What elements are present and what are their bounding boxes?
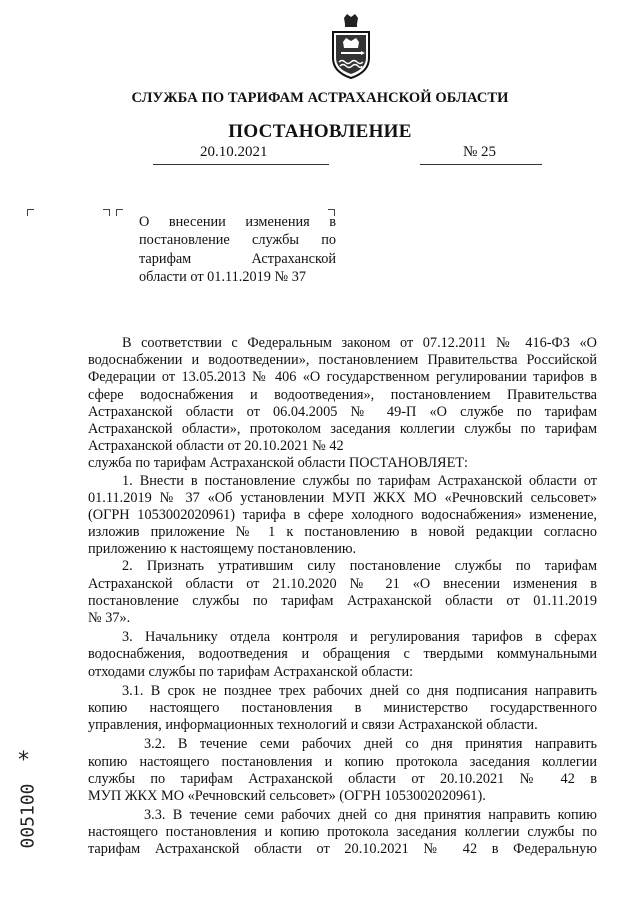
preamble-line: Астраханской области», протоколом заседания коллегии службы по тарифам: [88, 420, 597, 437]
item-1-line: приложению к настоящему постановлению.: [88, 541, 357, 558]
number-underline: [420, 164, 542, 165]
item-2-line: № 37».: [88, 610, 131, 626]
item-3-line: 3. Начальнику отдела контроля и регулирования тарифов в сферах: [122, 629, 597, 646]
corner-mark-mid-2: [116, 209, 123, 216]
item-2-line: постановление службы по тарифам Астраханской области от 01.11.2019: [88, 592, 597, 609]
item-1-line: 1. Внести в постановление службы по тарифам Астраханской области от: [122, 472, 597, 489]
item-3-2-line: 3.2. В течение семи рабочих дней со дня принятия направить: [144, 736, 597, 753]
document-body: [88, 335, 597, 859]
item-2-line: 2. Признать утратившим силу постановление службы по тарифам: [122, 558, 597, 575]
document-subject: [139, 213, 336, 286]
item-3-3-line: 3.3. В течение семи рабочих дней со дня принятия направить копию: [144, 807, 597, 824]
date-underline: [153, 164, 329, 165]
item-3-2-line: копию настоящего постановления и копию протокола заседания коллегии: [88, 753, 597, 770]
preamble-line: Федерации от 13.05.2013 № 406 «О государственном регулировании тарифов в: [88, 369, 597, 386]
corner-mark-mid: [103, 209, 110, 216]
item-3-2-line: службы по тарифам Астраханской области от 20.10.2021 № 42 в: [88, 770, 597, 787]
item-3-3-line: настоящего постановления и копию протокола заседания коллегии службы по: [88, 824, 597, 841]
subject-line: О внесении изменения в: [139, 214, 336, 230]
preamble-line: Астраханской области от 20.10.2021 № 42: [88, 438, 344, 455]
item-3-1-line: 3.1. В срок не позднее трех рабочих дней со дня подписания направить: [122, 682, 597, 699]
corner-mark-left: [27, 209, 34, 216]
subject-line: тарифам Астраханской: [139, 250, 336, 267]
subject-line: постановление службы по: [139, 232, 336, 249]
preamble-line: сфере водоснабжения и водоотведения», постановлением Правительства: [88, 386, 597, 403]
item-2-line: Астраханской области от 21.10.2020 № 21 «О внесении изменения в: [88, 575, 597, 592]
margin-mark: *: [18, 748, 29, 773]
item-3-line: водоснабжения, водоотведения и обращения с твердыми коммунальными: [88, 646, 597, 663]
preamble-line: водоснабжении и водоотведении», постановлением Правительства Российской: [88, 352, 597, 369]
item-1-line: (ОГРН 1053002020961) тарифа в сфере холодного водоснабжения» изменение,: [88, 506, 597, 523]
margin-stamp-number: 005100: [17, 783, 39, 849]
item-3-line: отходами службы по тарифам Астраханской области:: [88, 663, 414, 680]
resolves-line: служба по тарифам Астраханской области ПОСТАНОВЛЯЕТ:: [88, 455, 469, 472]
preamble-line: В соответствии с Федеральным законом от 07.12.2011 № 416-ФЗ «О: [122, 335, 597, 351]
subject-line: области от 01.11.2019 № 37: [139, 268, 307, 285]
document-number: № 25: [463, 144, 497, 160]
item-1-line: 01.11.2019 № 37 «Об установлении МУП ЖКХ МО «Речновский сельсовет»: [88, 489, 597, 506]
item-3-3-line: тарифам Астраханской области от 20.10.2021 № 42 в Федеральную: [88, 841, 597, 858]
document-type: ПОСТАНОВЛЕНИЕ: [228, 121, 412, 142]
organization-name: СЛУЖБА ПО ТАРИФАМ АСТРАХАНСКОЙ ОБЛАСТИ: [131, 90, 509, 106]
item-3-2-line: МУП ЖКХ МО «Речновский сельсовет» (ОГРН 1053002020961).: [88, 787, 486, 804]
coat-of-arms-icon: [327, 12, 375, 80]
item-1-line: изложив приложение № 1 к постановлению в новой редакции согласно: [88, 524, 597, 541]
item-3-1-line: управления, информационных технологий и связи Астраханской области.: [88, 717, 538, 734]
document-date: 20.10.2021: [200, 144, 268, 160]
preamble-line: Астраханской области от 06.04.2005 № 49-П «О службе по тарифам: [88, 403, 597, 420]
item-3-1-line: копию настоящего постановления в министерство государственного: [88, 699, 597, 716]
